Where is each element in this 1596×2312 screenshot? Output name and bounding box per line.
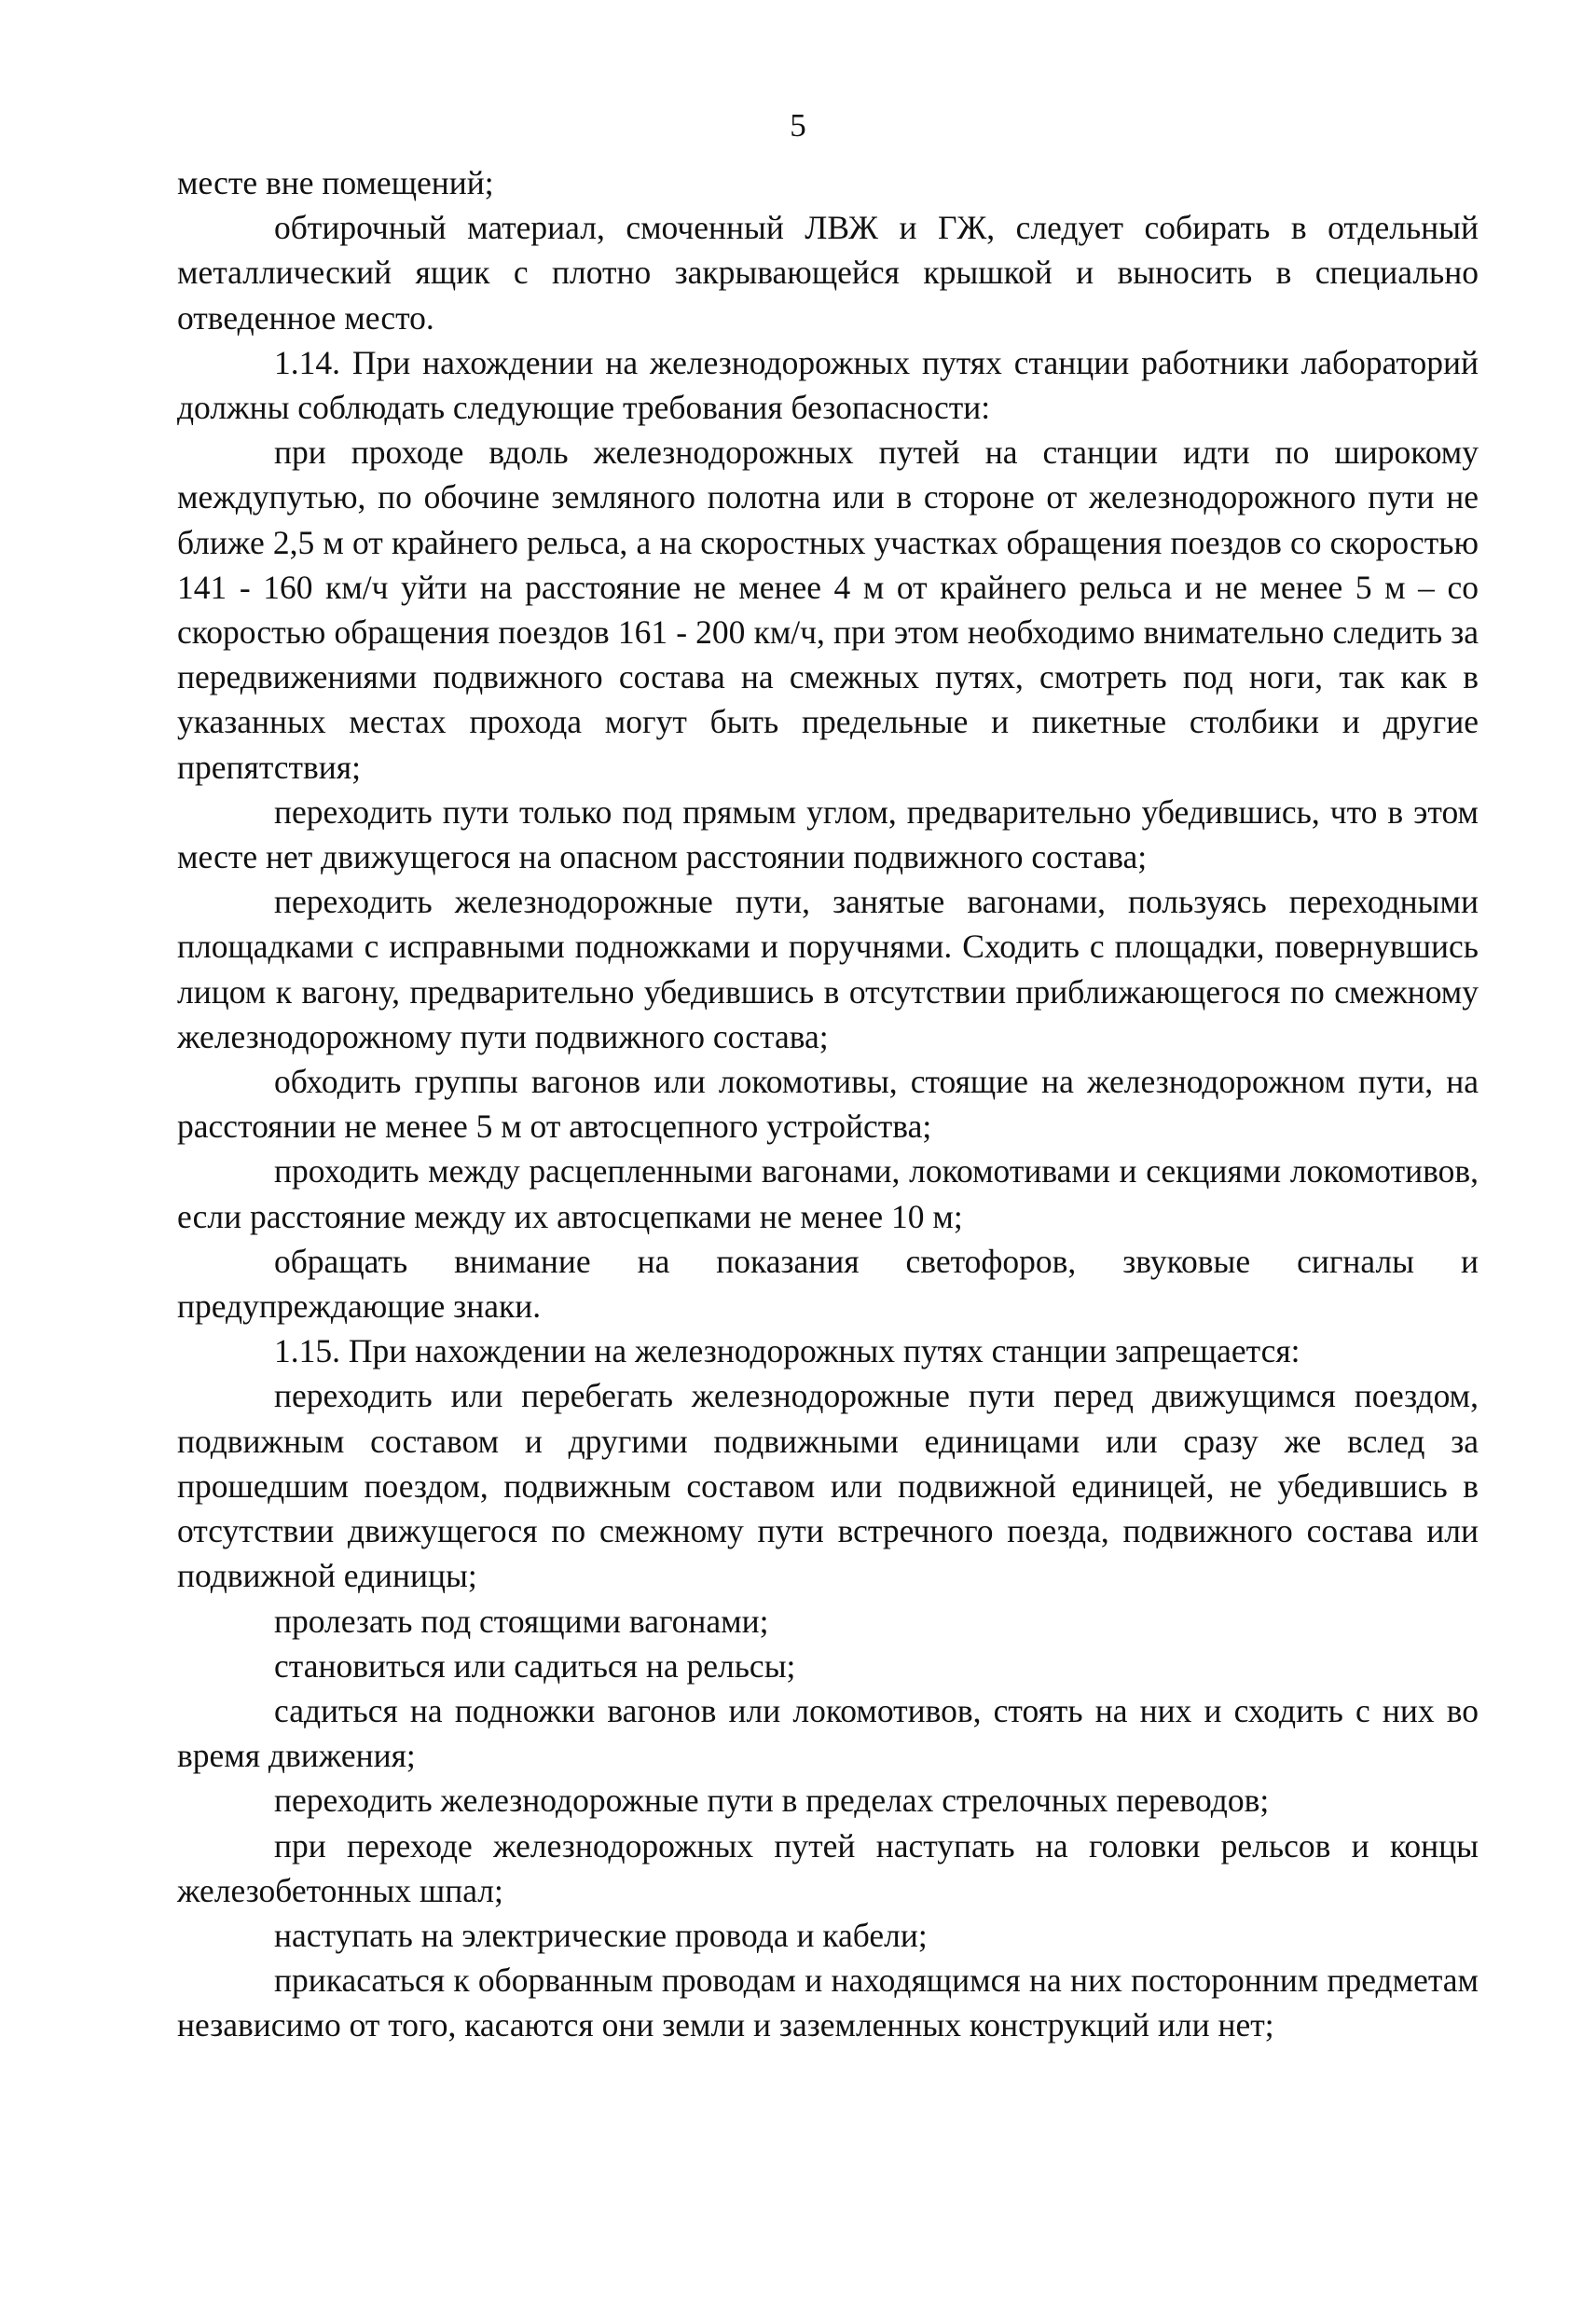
paragraph: 1.14. При нахождении на железнодорожных путях станции работники лабораторий должны соблюдать следующие требования безопасности: xyxy=(177,343,1479,427)
document-body xyxy=(177,160,1479,2048)
paragraph: прикасаться к оборванным проводам и находящимся на них посторонним предметам независимо от того, касаются они земли и заземленных конструкций или нет; xyxy=(177,1961,1479,2044)
paragraph: становиться или садиться на рельсы; xyxy=(274,1646,796,1685)
paragraph: переходить железнодорожные пути в пределах стрелочных переводов; xyxy=(274,1782,1270,1820)
paragraph: наступать на электрические провода и кабели; xyxy=(274,1916,928,1954)
paragraph: 1.15. При нахождении на железнодорожных путях станции запрещается: xyxy=(274,1332,1300,1370)
paragraph: при переходе железнодорожных путей наступать на головки рельсов и концы железобетонных шпал; xyxy=(177,1826,1479,1909)
paragraph: переходить пути только под прямым углом, предварительно убедившись, что в этом месте нет движущегося на опасном расстоянии подвижного состава; xyxy=(177,792,1479,876)
paragraph: садиться на подножки вагонов или локомотивов, стоять на них и сходить с них во время движения; xyxy=(177,1691,1479,1775)
paragraph: переходить железнодорожные пути, занятые вагонами, пользуясь переходными площадками с исправными подножками и поручнями. Сходить с площадки, повернувшись лицом к вагону, предварительно убедившись в отсутствии приближающегося по смежному железнодорожному пути подвижного состава; xyxy=(177,883,1479,1055)
paragraph: обходить группы вагонов или локомотивы, стоящие на железнодорожном пути, на расстоянии не менее 5 м от автосцепного устройства; xyxy=(177,1063,1479,1146)
paragraph: месте вне помещений; xyxy=(177,164,494,201)
paragraph: проходить между расцепленными вагонами, локомотивами и секциями локомотивов, если расстояние между их автосцепками не менее 10 м; xyxy=(177,1152,1479,1235)
paragraph: обращать внимание на показания светофоров, звуковые сигналы и предупреждающие знаки. xyxy=(177,1242,1479,1326)
paragraph: обтирочный материал, смоченный ЛВЖ и ГЖ, следует собирать в отдельный металлический ящик с плотно закрывающейся крышкой и выносить в специально отведенное место. xyxy=(177,209,1479,337)
page-number: 5 xyxy=(790,107,806,144)
paragraph: при проходе вдоль железнодорожных путей на станции идти по широкому междупутью, по обочине земляного полотна или в стороне от железнодорожного пути не ближе 2,5 м от крайнего рельса, а на скоростных участках обращения поездов со скоростью 141 - 160 км/ч уйти на расстояние не менее 4 м от крайнего рельса и не менее 5 м – со скоростью обращения поездов 161 - 200 км/ч, при этом необходимо внимательно следить за передвижениями подвижного состава на смежных путях, смотреть под ноги, так как в указанных местах прохода могут быть предельные и пикетные столбики и другие препятствия; xyxy=(177,434,1479,786)
paragraph: пролезать под стоящими вагонами; xyxy=(274,1602,769,1640)
paragraph: переходить или перебегать железнодорожные пути перед движущимся поездом, подвижным составом и другими подвижными единицами или сразу же вслед за прошедшим поездом, подвижным составом или подвижной единицей, не убедившись в отсутствии движущегося по смежному пути встречного поезда, подвижного состава или подвижной единицы; xyxy=(177,1377,1479,1595)
